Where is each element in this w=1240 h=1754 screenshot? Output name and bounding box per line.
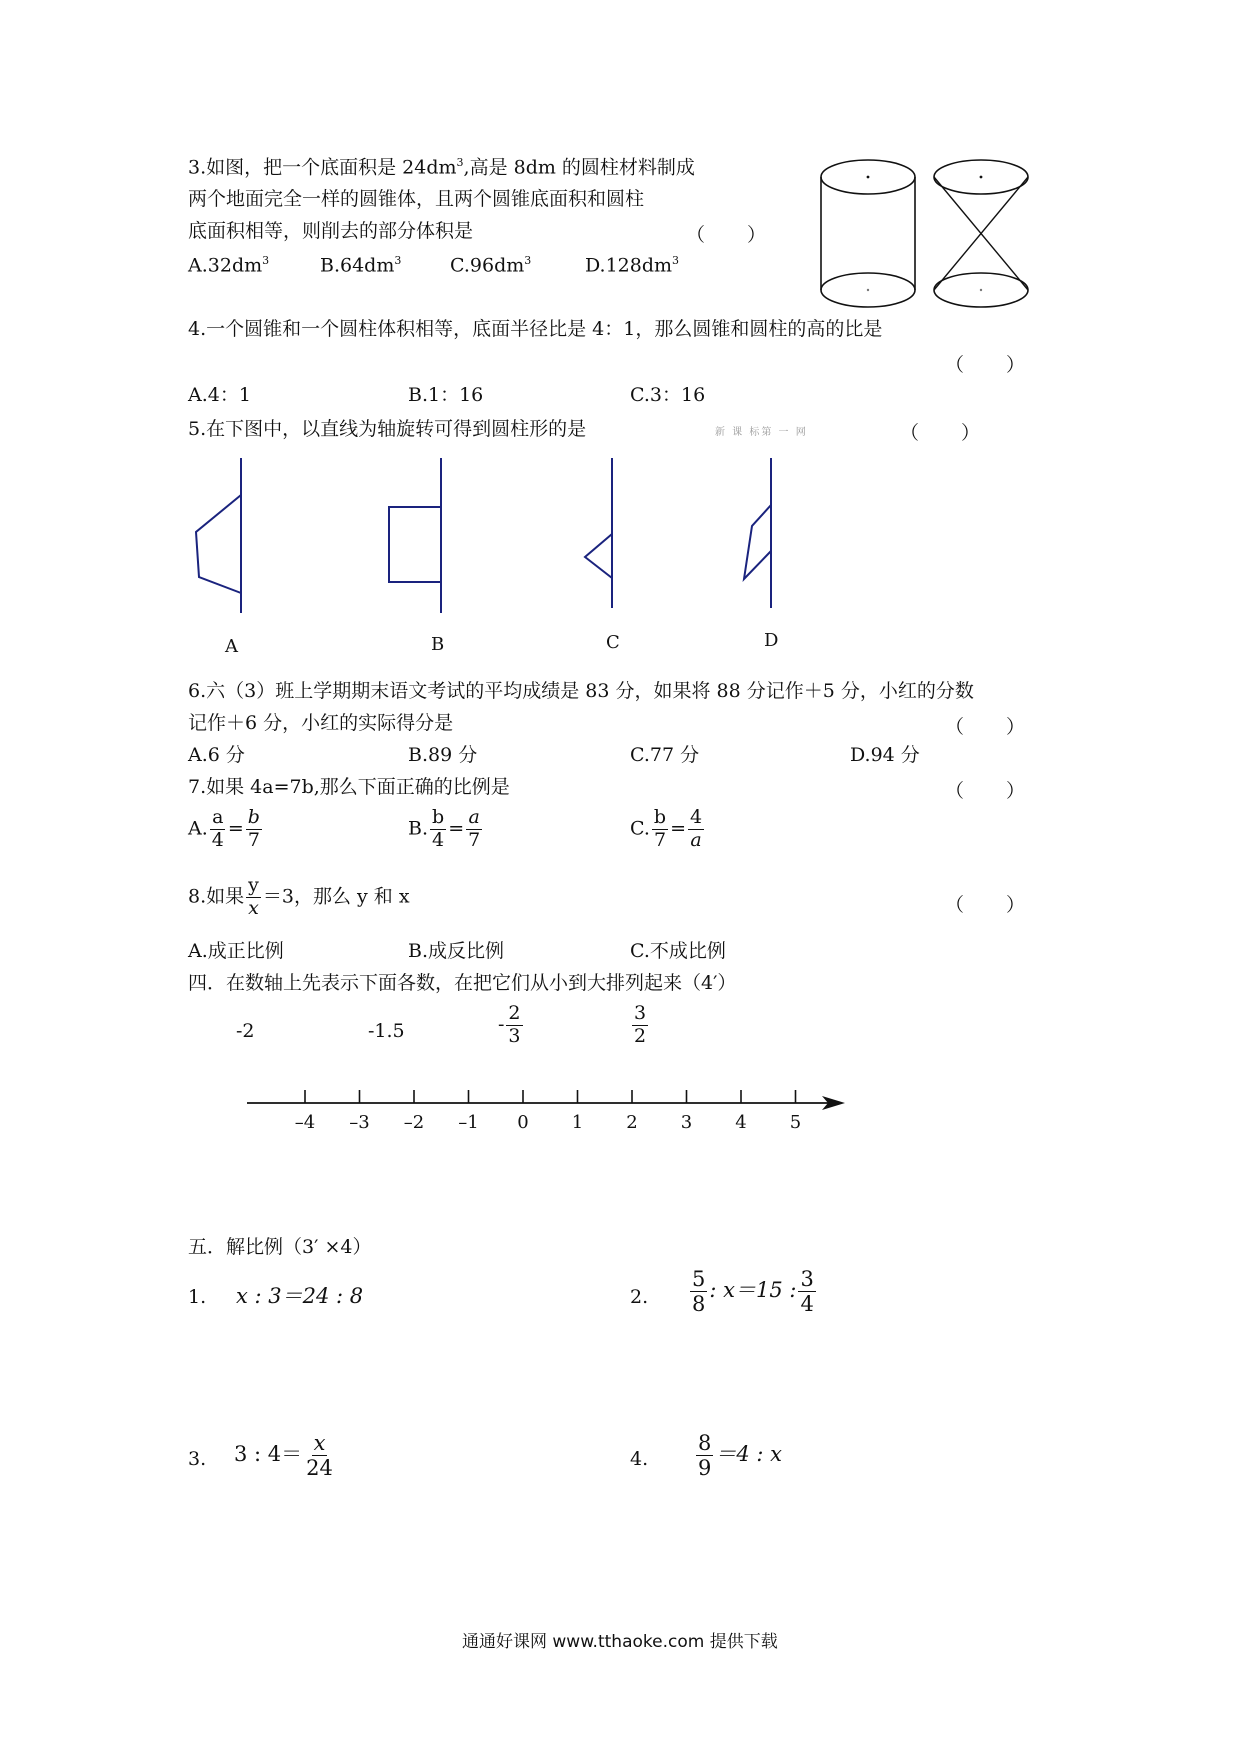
problem4-equation: $\frac{8}{9}$ ＝4 : x [698, 1431, 783, 1481]
watermark: 新 课 标第 一 网 [715, 427, 808, 438]
shape-label-c: C [606, 632, 620, 653]
q3-line1: 3.如图，把一个底面积是 $24dm^3$,高是 8dm 的圆柱材料制成 [188, 156, 695, 179]
q4-option-a: A.4：1 [188, 384, 251, 406]
shape-d [744, 458, 771, 608]
problem3-index: 3. [188, 1448, 207, 1470]
q3-option-b: $B.64dm^3$ [320, 254, 402, 277]
problem1-equation: x : 3＝24 : 8 [236, 1284, 364, 1308]
q3-line3: 底面积相等，则削去的部分体积是 [188, 220, 474, 242]
q5-answer-blank[interactable]: （ ） [900, 422, 980, 444]
cylinder-cone-figure [815, 155, 1045, 310]
q8-option-b: B.成反比例 [408, 940, 505, 962]
problem4-index: 4. [630, 1448, 649, 1470]
number-3-2: $\frac{3}{2}$ [634, 1002, 647, 1047]
q4-text: 4.一个圆锥和一个圆柱体积相等，底面半径比是 4：1，那么圆锥和圆柱的高的比是 [188, 318, 883, 340]
axis-tick-label: 5 [789, 1112, 802, 1133]
problem2-equation: $\frac{5}{8}$ : x＝15 : $\frac{3}{4}$ [692, 1267, 814, 1317]
q3-answer-blank[interactable]: （ ） [686, 224, 766, 246]
number-neg2-3: - $\frac{2}{3}$ [498, 1002, 521, 1047]
q8-text: 8.如果 $\frac{y}{x}$ ＝3，那么 y 和 x [188, 874, 410, 919]
q6-line2: 记作＋6 分，小红的实际得分是 [188, 712, 454, 734]
q4-answer-blank[interactable]: （ ） [945, 354, 1025, 376]
problem3-equation: 3 : 4＝ $\frac{x}{24}$ [234, 1431, 333, 1481]
axis-tick-label: 3 [680, 1112, 693, 1133]
problem1-index: 1. [188, 1286, 207, 1308]
shape-a [196, 458, 241, 613]
shape-c [585, 458, 612, 608]
q4-option-b: B.1：16 [408, 384, 484, 406]
problem2-index: 2. [630, 1286, 649, 1308]
q6-answer-blank[interactable]: （ ） [945, 716, 1025, 738]
q5-shapes [0, 450, 1240, 620]
shape-label-b: B [431, 634, 445, 655]
q7-option-a: A. $\frac{a}{4}$ = $\frac{b}{7}$ [188, 806, 260, 851]
q3-line2: 两个地面完全一样的圆锥体，且两个圆锥底面积和圆柱 [188, 188, 645, 210]
q8-option-c: C.不成比例 [630, 940, 726, 962]
q5-text: 5.在下图中，以直线为轴旋转可得到圆柱形的是 [188, 418, 587, 440]
number-neg2: -2 [236, 1020, 255, 1042]
q6-line1: 6.六（3）班上学期期末语文考试的平均成绩是 83 分，如果将 88 分记作＋5 分，小红的分数 [188, 680, 974, 702]
q6-option-c: C.77 分 [630, 744, 700, 766]
shape-label-d: D [764, 630, 779, 651]
axis-tick-label: 1 [571, 1112, 584, 1133]
q7-answer-blank[interactable]: （ ） [945, 780, 1025, 802]
q6-option-d: D.94 分 [850, 744, 920, 766]
q8-answer-blank[interactable]: （ ） [945, 894, 1025, 916]
q3-option-a: $A.32dm^3$ [188, 254, 270, 277]
number-neg1-5: -1.5 [368, 1020, 405, 1042]
axis-tick-label: 0 [517, 1112, 529, 1133]
number-line[interactable] [0, 1070, 1240, 1133]
axis-tick-label: 4 [735, 1112, 747, 1133]
q3-option-d: $D.128dm^3$ [585, 254, 680, 277]
section4-title: 四．在数轴上先表示下面各数，在把它们从小到大排列起来（4′） [188, 972, 737, 994]
section5-title: 五．解比例（3′ ×4） [188, 1236, 372, 1258]
q7-option-b: B. $\frac{b}{4}$ = $\frac{a}{7}$ [408, 806, 481, 851]
axis-tick-label: 2 [626, 1112, 638, 1133]
shape-b [389, 458, 441, 613]
axis-tick-label: –3 [349, 1112, 370, 1133]
axis-tick-label: –4 [294, 1112, 316, 1133]
q7-option-c: C. $\frac{b}{7}$ = $\frac{4}{a}$ [630, 806, 703, 851]
q4-option-c: C.3：16 [630, 384, 706, 406]
q7-text: 7.如果 4a=7b,那么下面正确的比例是 [188, 776, 510, 798]
q3-option-c: $C.96dm^3$ [450, 254, 532, 277]
shape-label-a: A [225, 636, 238, 657]
footer-credit: 通通好课网 www.tthaoke.com 提供下载 [462, 1632, 778, 1652]
q8-option-a: A.成正比例 [188, 940, 284, 962]
q6-option-b: B.89 分 [408, 744, 478, 766]
q6-option-a: A.6 分 [188, 744, 245, 766]
axis-tick-label: –1 [458, 1112, 479, 1133]
axis-tick-label: –2 [403, 1112, 425, 1133]
